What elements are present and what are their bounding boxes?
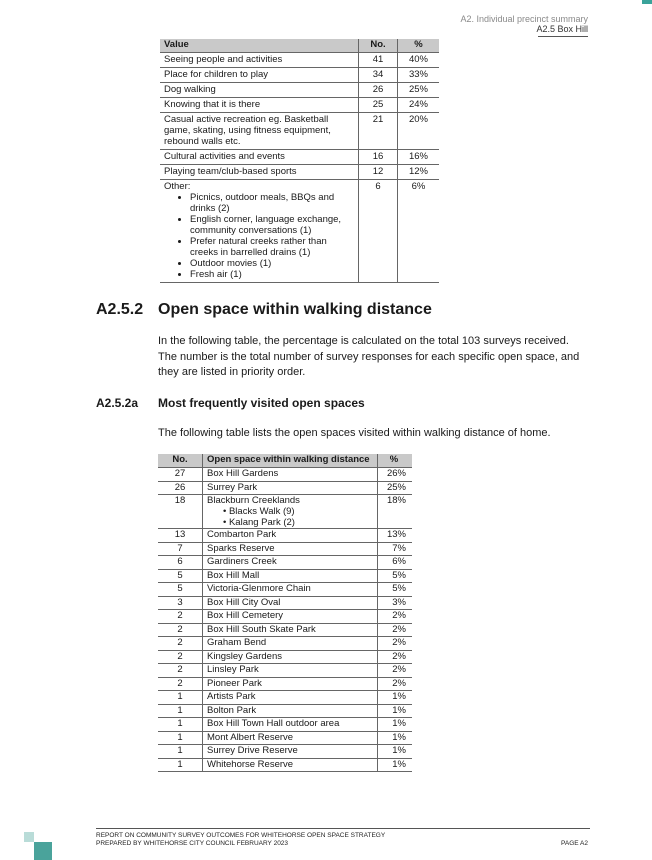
space-percent: 25%	[378, 481, 413, 495]
value-count: 16	[359, 150, 398, 165]
table-row	[158, 691, 412, 705]
value-label: Cultural activities and events	[160, 150, 359, 165]
table-row	[158, 731, 412, 745]
space-percent: 13%	[378, 529, 413, 543]
header-section: A2. Individual precinct summary	[460, 14, 588, 24]
space-name-cell	[203, 623, 378, 637]
footer-line-1: REPORT ON COMMUNITY SURVEY OUTCOMES FOR WHITEHORSE OPEN SPACE STRATEGY	[96, 832, 386, 839]
section-number: A2.5.2	[96, 301, 144, 318]
list-item: • Picnics, outdoor meals, BBQs and drinks (2)	[190, 192, 354, 214]
spaces-col-pct: %	[378, 454, 413, 468]
space-name-cell	[203, 542, 378, 556]
space-name-cell	[203, 596, 378, 610]
values-col-pct: %	[398, 39, 440, 53]
table-row	[158, 569, 412, 583]
space-name-cell	[203, 691, 378, 705]
space-percent: 3%	[378, 596, 413, 610]
space-percent: 1%	[378, 745, 413, 759]
space-name-cell	[203, 637, 378, 651]
values-col-no: No.	[359, 39, 398, 53]
space-count: 7	[158, 542, 203, 556]
space-percent: 26%	[378, 468, 413, 482]
table-row	[158, 542, 412, 556]
space-percent: 5%	[378, 583, 413, 597]
space-name: Surrey Drive Reserve	[207, 745, 298, 756]
value-count: 12	[359, 165, 398, 180]
value-percent: 25%	[398, 83, 440, 98]
value-percent: 12%	[398, 165, 440, 180]
value-count: 34	[359, 68, 398, 83]
table-row	[158, 718, 412, 732]
list-item: • Kalang Park (2)	[223, 517, 295, 528]
space-name: Bolton Park	[207, 704, 257, 716]
space-percent: 1%	[378, 704, 413, 718]
subsection-intro: The following table lists the open spaces visited within walking distance of home.	[158, 427, 551, 439]
space-name-cell	[203, 468, 378, 482]
subsection-number: A2.5.2a	[96, 396, 139, 410]
space-percent: 18%	[378, 495, 413, 529]
value-count: 21	[359, 113, 398, 150]
space-name-cell	[203, 481, 378, 495]
value-label: Dog walking	[160, 83, 359, 98]
space-count: 5	[158, 583, 203, 597]
value-count: 25	[359, 98, 398, 113]
space-count: 6	[158, 556, 203, 570]
other-list	[164, 192, 354, 280]
table-row	[158, 529, 412, 543]
value-label: Place for children to play	[160, 68, 359, 83]
space-count: 27	[158, 468, 203, 482]
table-row	[158, 623, 412, 637]
value-label: Casual active recreation eg. Basketball game, skating, using fitness equipment, rebound walls etc.	[160, 113, 359, 150]
space-percent: 2%	[378, 650, 413, 664]
open-spaces-table	[158, 454, 412, 772]
space-count: 2	[158, 637, 203, 651]
space-name-cell	[203, 718, 378, 732]
space-percent: 1%	[378, 731, 413, 745]
values-col-value: Value	[160, 39, 359, 53]
space-name: Box Hill Cemetery	[207, 610, 284, 621]
space-name: Box Hill City Oval	[207, 596, 281, 608]
space-name: Victoria-Glenmore Chain	[207, 583, 311, 594]
intro-paragraph: In the following table, the percentage is calculated on the total 103 surveys received. The number is the total number of survey responses for each specific open space, and they are listed in priority order.	[158, 335, 580, 378]
logo-square-light	[24, 832, 34, 842]
space-name: Whitehorse Reserve	[207, 758, 294, 770]
space-count: 2	[158, 623, 203, 637]
value-label: Playing team/club-based sports	[160, 165, 359, 180]
space-count: 2	[158, 664, 203, 678]
table-row	[158, 583, 412, 597]
space-name-cell	[203, 704, 378, 718]
space-name-cell	[203, 556, 378, 570]
values-table-header	[160, 39, 439, 53]
space-count: 1	[158, 758, 203, 772]
space-percent: 1%	[378, 691, 413, 705]
value-percent: 40%	[398, 53, 440, 68]
space-count: 1	[158, 731, 203, 745]
space-name-cell	[203, 610, 378, 624]
value-label: Seeing people and activities	[160, 53, 359, 68]
space-count: 1	[158, 718, 203, 732]
value-label: Knowing that it is there	[160, 98, 359, 113]
list-item: • English corner, language exchange, community conversations (1)	[190, 214, 354, 236]
open-spaces-table-header	[158, 454, 412, 468]
space-percent: 2%	[378, 623, 413, 637]
table-row	[158, 596, 412, 610]
header-rule	[538, 36, 588, 37]
list-item: • Outdoor movies (1)	[190, 258, 354, 269]
space-name: Box Hill South Skate Park	[207, 623, 316, 635]
space-percent: 5%	[378, 569, 413, 583]
space-name: Box Hill Mall	[207, 569, 260, 581]
space-name: Pioneer Park	[207, 677, 262, 689]
table-row	[158, 677, 412, 691]
value-count: 26	[359, 83, 398, 98]
other-percent: 6%	[398, 180, 440, 283]
subsection-title: Most frequently visited open spaces	[158, 396, 365, 410]
space-count: 1	[158, 691, 203, 705]
space-percent: 1%	[378, 758, 413, 772]
table-row	[158, 556, 412, 570]
table-row	[160, 98, 439, 113]
space-name: Box Hill Town Hall outdoor area	[207, 718, 340, 729]
space-name-cell	[203, 650, 378, 664]
table-row	[158, 650, 412, 664]
space-count: 1	[158, 745, 203, 759]
space-count: 3	[158, 596, 203, 610]
space-percent: 2%	[378, 677, 413, 691]
space-name-cell	[203, 758, 378, 772]
space-count: 13	[158, 529, 203, 543]
table-row	[160, 83, 439, 98]
space-sublist	[207, 506, 373, 528]
other-cell	[160, 180, 359, 283]
space-name: Mont Albert Reserve	[207, 731, 294, 743]
table-row	[158, 745, 412, 759]
space-name: Kingsley Gardens	[207, 650, 282, 662]
page-number: PAGE A2	[561, 840, 588, 847]
table-row	[158, 481, 412, 495]
space-name: Surrey Park	[207, 481, 258, 493]
spaces-col-no: No.	[158, 454, 203, 468]
space-count: 2	[158, 610, 203, 624]
space-name: Box Hill Gardens	[207, 468, 279, 479]
space-percent: 2%	[378, 637, 413, 651]
value-percent: 20%	[398, 113, 440, 150]
space-count: 26	[158, 481, 203, 495]
space-name: Linsley Park	[207, 664, 259, 675]
space-percent: 2%	[378, 664, 413, 678]
logo-square-dark	[34, 842, 52, 860]
section-title: Open space within walking distance	[158, 301, 432, 318]
space-name: Artists Park	[207, 691, 256, 702]
space-name-cell	[203, 677, 378, 691]
space-count: 18	[158, 495, 203, 529]
space-count: 2	[158, 650, 203, 664]
section-heading	[96, 301, 432, 319]
space-name-cell	[203, 583, 378, 597]
space-percent: 1%	[378, 718, 413, 732]
table-row	[158, 468, 412, 482]
other-count: 6	[359, 180, 398, 283]
table-row	[158, 637, 412, 651]
subsection-heading	[96, 396, 365, 410]
space-name: Sparks Reserve	[207, 542, 275, 554]
space-name-cell	[203, 664, 378, 678]
space-count: 5	[158, 569, 203, 583]
table-row	[158, 495, 412, 529]
space-count: 1	[158, 704, 203, 718]
table-row	[158, 704, 412, 718]
corner-accent	[642, 0, 652, 4]
table-row-other	[160, 180, 439, 283]
spaces-col-name: Open space within walking distance	[203, 454, 378, 468]
space-percent: 2%	[378, 610, 413, 624]
table-row	[160, 53, 439, 68]
value-percent: 16%	[398, 150, 440, 165]
table-row	[158, 758, 412, 772]
value-count: 41	[359, 53, 398, 68]
space-name-cell	[203, 529, 378, 543]
space-name: Gardiners Creek	[207, 556, 277, 567]
other-label: Other:	[164, 181, 191, 192]
space-percent: 6%	[378, 556, 413, 570]
table-row	[158, 610, 412, 624]
table-row	[158, 664, 412, 678]
value-percent: 33%	[398, 68, 440, 83]
table-row	[160, 68, 439, 83]
space-name-cell	[203, 731, 378, 745]
values-table	[160, 39, 439, 283]
space-name-cell	[203, 745, 378, 759]
header-precinct: A2.5 Box Hill	[536, 24, 588, 34]
space-name: Combarton Park	[207, 529, 277, 540]
list-item: • Prefer natural creeks rather than creeks in barrelled drains (1)	[190, 236, 354, 258]
footer-rule	[96, 828, 590, 829]
space-name: Graham Bend	[207, 637, 267, 648]
table-row	[160, 150, 439, 165]
space-name-cell	[203, 569, 378, 583]
space-name-cell	[203, 495, 378, 529]
table-row	[160, 165, 439, 180]
table-row	[160, 113, 439, 150]
footer-line-2: PREPARED BY WHITEHORSE CITY COUNCIL FEBRUARY 2023	[96, 840, 289, 847]
space-count: 2	[158, 677, 203, 691]
space-percent: 7%	[378, 542, 413, 556]
space-name: Blackburn Creeklands	[207, 495, 300, 506]
list-item: • Fresh air (1)	[190, 269, 354, 280]
value-percent: 24%	[398, 98, 440, 113]
list-item: • Blacks Walk (9)	[223, 506, 295, 517]
footer-text	[96, 832, 385, 848]
